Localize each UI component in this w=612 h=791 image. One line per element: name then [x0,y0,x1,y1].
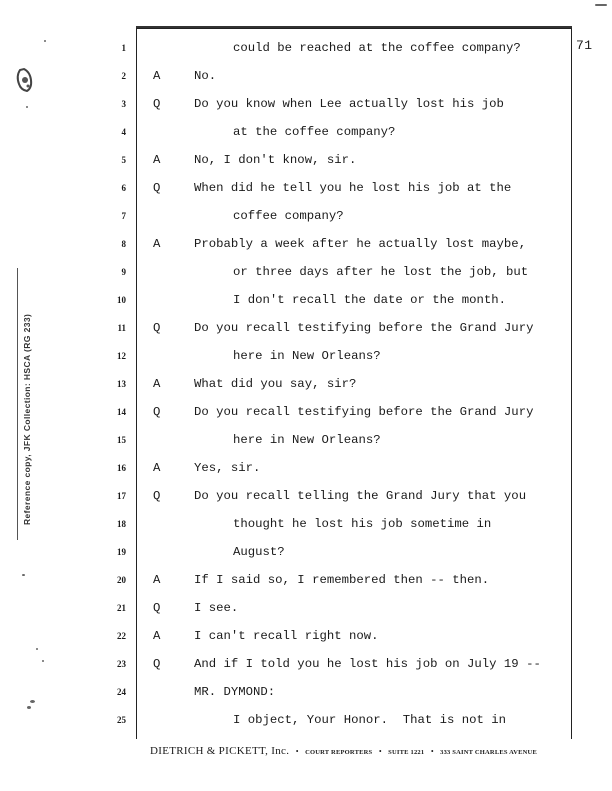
line-text: When did he tell you he lost his job at the [194,181,512,195]
line-text: August? [233,545,285,559]
transcript-line [0,514,612,534]
line-text: Probably a week after he actually lost maybe, [194,237,527,251]
line-number: 24 [117,687,126,697]
transcript-line [0,178,612,198]
footer-separator: • [378,747,382,756]
line-text: No. [194,69,217,83]
footer-service: COURT REPORTERS [305,749,373,756]
line-number: 22 [117,631,126,641]
line-number: 2 [121,71,126,81]
line-number: 13 [117,379,126,389]
transcript-line [0,710,612,730]
line-number: 21 [117,603,126,613]
smudge-mark [595,4,607,6]
line-text: could be reached at the coffee company? [233,41,521,55]
line-text: And if I told you he lost his job on July 19 -- [194,657,541,671]
transcript-line [0,38,612,58]
line-number: 4 [121,127,126,137]
line-text: Yes, sir. [194,461,261,475]
transcript-line [0,682,612,702]
stamp-smudge-icon [14,66,36,96]
line-number: 19 [117,547,126,557]
line-text: coffee company? [233,209,344,223]
speaker-label: A [153,69,161,83]
line-number: 17 [117,491,126,501]
speaker-label: Q [153,181,161,195]
transcript-line [0,654,612,674]
line-text: here in New Orleans? [233,433,381,447]
line-text: or three days after he lost the job, but [233,265,529,279]
line-text: thought he lost his job sometime in [233,517,492,531]
line-number: 3 [121,99,126,109]
transcript-line [0,66,612,86]
transcript-line [0,234,612,254]
line-number: 25 [117,715,126,725]
line-number: 16 [117,463,126,473]
speaker-label: Q [153,657,161,671]
transcript-line [0,122,612,142]
transcript-line [0,626,612,646]
footer-address: 333 SAINT CHARLES AVENUE [440,749,537,756]
transcript-line [0,598,612,618]
line-number: 10 [117,295,126,305]
side-bracket [17,268,20,540]
speaker-label: A [153,237,161,251]
line-number: 1 [121,43,126,53]
line-text: Do you recall testifying before the Grand Jury [194,405,534,419]
line-text: Do you recall telling the Grand Jury that you [194,489,527,503]
speaker-label: Q [153,601,161,615]
transcript-line [0,346,612,366]
line-number: 23 [117,659,126,669]
line-number: 12 [117,351,126,361]
transcript-line [0,150,612,170]
footer [150,745,580,757]
transcript-line [0,374,612,394]
speaker-label: Q [153,405,161,419]
line-number: 14 [117,407,126,417]
smudge-mark [42,660,44,662]
line-text: If I said so, I remembered then -- then. [194,573,490,587]
transcript-line [0,570,612,590]
line-text: No, I don't know, sir. [194,153,357,167]
line-number: 15 [117,435,126,445]
smudge-mark [26,106,28,108]
transcript-line [0,402,612,422]
transcript-line [0,542,612,562]
transcript-line [0,458,612,478]
speaker-label: A [153,377,161,391]
transcript-line [0,318,612,338]
line-text: Do you know when Lee actually lost his job [194,97,504,111]
transcript-line [0,290,612,310]
footer-suite: SUITE 1221 [388,749,425,756]
line-number: 6 [121,183,126,193]
page-number: 71 [576,38,593,53]
smudge-mark [30,700,35,703]
side-reference-label: Reference copy, JFK Collection: HSCA (RG 233) [22,313,32,525]
line-number: 9 [121,267,126,277]
line-text: I don't recall the date or the month. [233,293,507,307]
line-text: I object, Your Honor. That is not in [233,713,507,727]
speaker-label: A [153,153,161,167]
line-number: 7 [121,211,126,221]
line-number: 5 [121,155,126,165]
line-text: Do you recall testifying before the Grand Jury [194,321,534,335]
smudge-mark [22,574,25,576]
footer-firm: DIETRICH & PICKETT, Inc. [150,745,290,757]
line-number: 18 [117,519,126,529]
speaker-label: Q [153,321,161,335]
line-text: MR. DYMOND: [194,685,276,699]
footer-separator: • [295,747,299,756]
line-text: I can't recall right now. [194,629,379,643]
transcript-line [0,206,612,226]
transcript-line [0,486,612,506]
transcript-line [0,430,612,450]
transcript-line [0,94,612,114]
line-text: I see. [194,601,239,615]
line-text: here in New Orleans? [233,349,381,363]
speaker-label: A [153,461,161,475]
line-number: 8 [121,239,126,249]
footer-separator: • [430,747,434,756]
speaker-label: Q [153,489,161,503]
line-text: What did you say, sir? [194,377,357,391]
transcript-line [0,262,612,282]
line-text: at the coffee company? [233,125,396,139]
smudge-mark [27,706,31,709]
smudge-mark [36,648,38,650]
speaker-label: A [153,629,161,643]
speaker-label: Q [153,97,161,111]
speaker-label: A [153,573,161,587]
line-number: 20 [117,575,126,585]
line-number: 11 [117,323,126,333]
smudge-mark [44,40,46,42]
